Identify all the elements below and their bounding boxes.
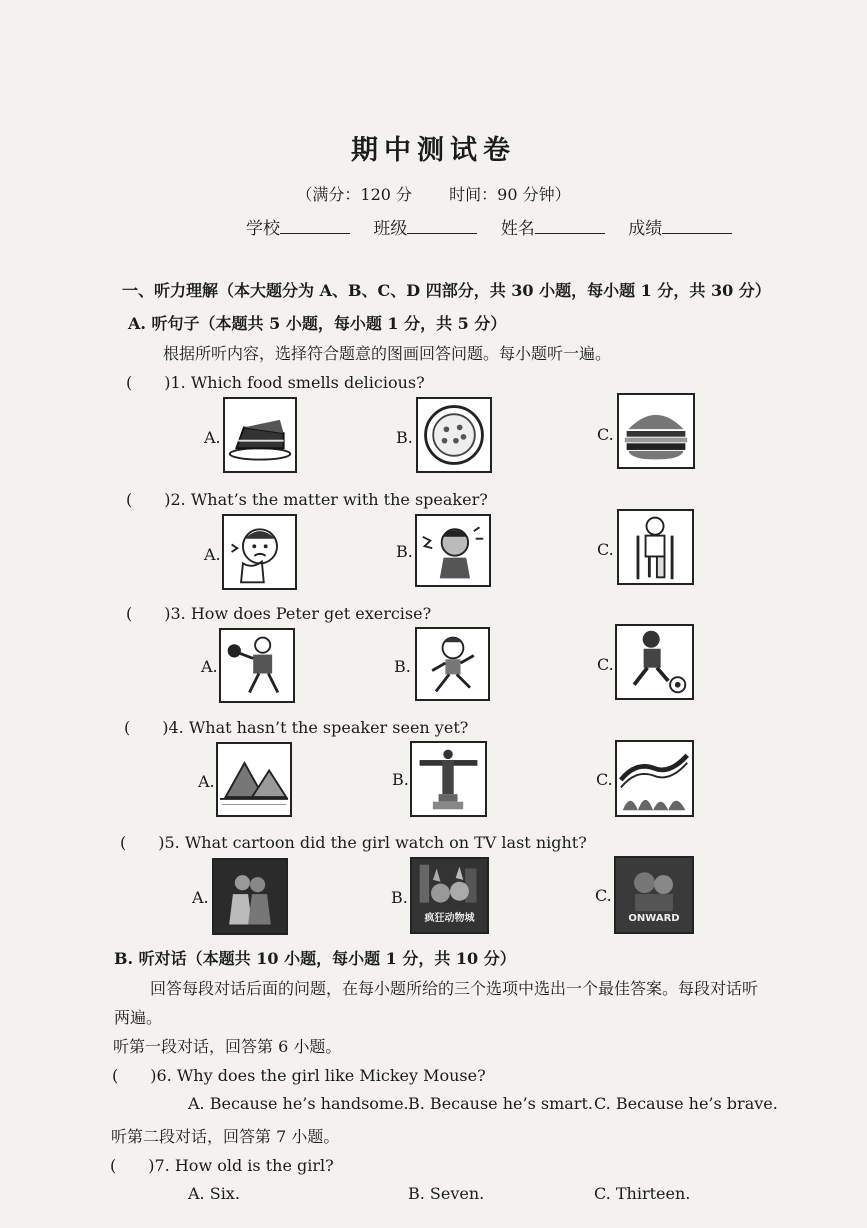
q1-option-c-label: C. xyxy=(597,425,614,444)
answer-paren[interactable]: ( ) xyxy=(124,718,169,737)
grade-blank xyxy=(662,219,732,234)
q2-option-b-label: B. xyxy=(396,542,413,561)
partB-instruction: 回答每段对话后面的问题，在每小题所给的三个选项中选出一个最佳答案。每段对话听 xyxy=(150,979,759,998)
q7-option-a[interactable]: A. Six. xyxy=(188,1184,240,1203)
burger-icon[interactable] xyxy=(617,393,695,469)
great-wall-icon[interactable] xyxy=(615,740,694,817)
toothache-icon[interactable] xyxy=(222,514,297,590)
q2-option-c-label: C. xyxy=(597,540,614,559)
q5-option-a-label: A. xyxy=(192,888,209,907)
q2-option-a-label: A. xyxy=(204,545,221,564)
q3-option-c-label: C. xyxy=(597,655,614,674)
name-label: 姓名 xyxy=(500,219,535,239)
q1-question: ( )1. Which food smells delicious? xyxy=(126,373,425,392)
q4-question: ( )4. What hasn’t the speaker seen yet? xyxy=(124,718,469,737)
zootopia-title: 疯狂动物城 xyxy=(424,913,475,924)
school-blank xyxy=(280,219,350,234)
partA-heading: A. 听句子（本题共 5 小题，每小题 1 分，共 5 分） xyxy=(128,314,507,333)
exam-subtitle xyxy=(0,182,867,205)
q5-option-b-label: B. xyxy=(391,888,408,907)
dialog2-label: 听第二段对话，回答第 7 小题。 xyxy=(111,1127,340,1146)
q4-option-a-label: A. xyxy=(198,772,215,791)
class-label: 班级 xyxy=(373,219,408,239)
answer-paren[interactable]: ( ) xyxy=(126,373,171,392)
answer-paren[interactable]: ( ) xyxy=(126,490,171,509)
q4-option-b-label: B. xyxy=(392,770,409,789)
q1-option-a-label: A. xyxy=(204,428,221,447)
q3-option-b-label: B. xyxy=(394,657,411,676)
answer-paren[interactable]: ( ) xyxy=(126,604,171,623)
headache-icon[interactable] xyxy=(415,514,491,587)
crutches-icon[interactable] xyxy=(617,509,694,585)
answer-paren[interactable]: ( ) xyxy=(112,1066,157,1085)
section1-heading: 一、听力理解（本大题分为 A、B、C、D 四部分，共 30 小题，每小题 1 分，共 30 分） xyxy=(122,281,771,300)
onward-title: ONWARD xyxy=(628,913,680,924)
pyramids-icon[interactable] xyxy=(216,742,292,817)
q1-option-b-label: B. xyxy=(396,428,413,447)
q3-question: ( )3. How does Peter get exercise? xyxy=(126,604,432,623)
partB-heading: B. 听对话（本题共 10 小题，每小题 1 分，共 10 分） xyxy=(114,949,516,968)
full-score: （满分：120 分 xyxy=(296,185,413,204)
q6-option-c[interactable]: C. Because he’s brave. xyxy=(594,1094,778,1113)
grade-label: 成绩 xyxy=(628,219,663,239)
pizza-icon[interactable] xyxy=(416,397,492,473)
student-info xyxy=(246,214,750,239)
q7-question: ( )7. How old is the girl? xyxy=(110,1156,334,1175)
q7-option-c[interactable]: C. Thirteen. xyxy=(594,1184,691,1203)
partB-instruction-2: 两遍。 xyxy=(114,1008,163,1027)
christ-statue-icon[interactable] xyxy=(410,741,487,817)
soccer-icon[interactable] xyxy=(615,624,694,700)
exam-time: 时间：90 分钟） xyxy=(449,185,571,204)
name-blank xyxy=(535,219,605,234)
q6-question: ( )6. Why does the girl like Mickey Mouse? xyxy=(112,1066,486,1085)
answer-paren[interactable]: ( ) xyxy=(110,1156,155,1175)
running-icon[interactable] xyxy=(415,627,490,701)
q6-option-b[interactable]: B. Because he’s smart. xyxy=(408,1094,593,1113)
q5-option-c-label: C. xyxy=(595,886,612,905)
class-blank xyxy=(407,219,477,234)
partA-instruction: 根据所听内容，选择符合题意的图画回答问题。每小题听一遍。 xyxy=(163,344,612,363)
page-title: 期中测试卷 xyxy=(351,135,516,166)
cake-icon[interactable] xyxy=(223,397,297,473)
q3-option-a-label: A. xyxy=(201,657,218,676)
frozen-poster[interactable] xyxy=(212,858,288,935)
q4-option-c-label: C. xyxy=(596,770,613,789)
q2-question: ( )2. What’s the matter with the speaker? xyxy=(126,490,488,509)
q6-option-a[interactable]: A. Because he’s handsome. xyxy=(188,1094,409,1113)
q5-question: ( )5. What cartoon did the girl watch on TV last night? xyxy=(120,833,587,852)
q7-option-b[interactable]: B. Seven. xyxy=(408,1184,485,1203)
zootopia-poster[interactable] xyxy=(410,857,489,934)
dialog1-label: 听第一段对话，回答第 6 小题。 xyxy=(113,1037,342,1056)
school-label: 学校 xyxy=(246,219,280,239)
basketball-icon[interactable] xyxy=(219,628,295,703)
answer-paren[interactable]: ( ) xyxy=(120,833,165,852)
onward-poster[interactable] xyxy=(614,856,694,934)
